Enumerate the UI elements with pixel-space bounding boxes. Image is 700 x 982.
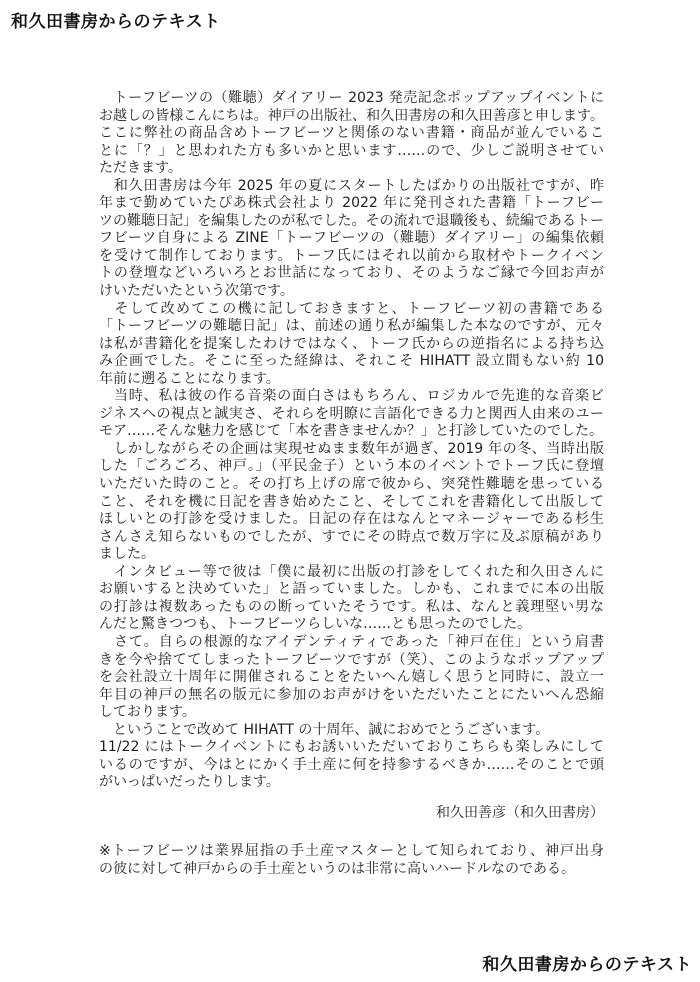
text-line: しかしながらその企画は実現せぬまま数年が過ぎ、2019 年の冬、当時出版 (99, 440, 604, 457)
text-line: 年目の神戸の無名の版元に参加のお声がけをいただいたことにたいへん恐縮 (99, 686, 604, 703)
letter-body (99, 90, 604, 879)
text-line: いただいた時のこと。その打ち上げの席で彼から、突発性難聴を患っている (99, 476, 604, 493)
text-line: インタビュー等で彼は「僕に最初に出版の打診をしてくれた和久田さんに (99, 563, 604, 580)
page-title: 和久田書房からのテキスト (11, 12, 221, 32)
footnote-line: ※トーフビーツは業界屈指の手土産マスターとして知られており、神戸出身 (99, 843, 604, 860)
text-line: 「トーフビーツの難聴日記」は、前述の通り私が編集した本なのですが、元々 (99, 318, 604, 335)
text-line: ツの難聴日記」を編集したのが私でした。その流れで退職後も、続編であるトー (99, 212, 604, 229)
text-line: ここに弊社の商品含めトーフビーツと関係のない書籍・商品が並んでいるこ (99, 125, 604, 142)
text-line: 当時、私は彼の作る音楽の面白さはもちろん、ロジカルで先進的な音楽ビ (99, 388, 604, 405)
text-line: 年前に遡ることになります。 (99, 370, 280, 387)
signature: 和久田善彦（和久田書房） (436, 804, 604, 821)
text-line: トの登壇などいろいろとお世話になっており、そのようなご縁で今回お声が (99, 265, 604, 282)
footnote (99, 843, 604, 878)
text-line: フビーツ自身による ZINE「トーフビーツの（難聴）ダイアリー」の編集依頼 (99, 230, 604, 247)
text-line: ました。 (99, 546, 155, 563)
text-line: こと、それを機に日記を書き始めたこと、そしてこれを書籍化して出版して (99, 493, 604, 510)
text-line: がいっぱいだったりします。 (99, 774, 280, 791)
text-line: モア……そんな魅力を感じて「本を書きませんか？」と打診していたのでした。 (99, 423, 603, 440)
text-line: 和久田書房は今年 2025 年の夏にスタートしたばかりの出版社ですが、昨 (99, 177, 604, 194)
text-line: しております。 (99, 704, 196, 721)
text-line: いるのですが、今はとにかく手土産に何を持参するべきか……そのことで頭 (99, 756, 604, 773)
text-line: さんさえ知らないものでしたが、すでにその時点で数万字に及ぶ原稿があり (99, 528, 604, 545)
footnote-line: の彼に対して神戸からの手土産というのは非常に高いハードルなのである。 (99, 860, 575, 877)
text-line: の打診は複数あったものの断っていたそうです。私は、なんと義理堅い男な (99, 598, 604, 615)
text-line: きを今や捨ててしまったトーフビーツですが（笑）、このようなポップアップ (99, 651, 604, 668)
text-line: した「ごろごろ、神戸。」（平民金子）という本のイベントでトーフ氏に登壇 (99, 458, 604, 475)
text-line: を受けて制作しております。トーフ氏にはそれ以前から取材やトークイベン (99, 247, 604, 264)
text-line: 年まで勤めていたぴあ株式会社より 2022 年に発刊された書籍「トーフビー (99, 195, 604, 212)
text-line: 11/22 にはトークイベントにもお誘いいただいておりこちらも楽しみにして (99, 739, 604, 756)
text-line: とに「？」と思われた方も多いかと思います……ので、少しご説明させてい (99, 142, 604, 159)
text-line: を会社設立十周年に開催されることをたいへん嬉しく思うと同時に、設立一 (99, 669, 604, 686)
text-line: ほしいとの打診を受けました。日記の存在はなんとマネージャーである杉生 (99, 511, 604, 528)
text-line: ということで改めて HIHATT の十周年、誠におめでとうございます。 (99, 721, 550, 738)
text-line: は私が書籍化を提案したわけではなく、トーフ氏からの逆指名による持ち込 (99, 335, 604, 352)
text-line: ジネスへの視点と誠実さ、それらを明瞭に言語化できる力と関西人由来のユー (99, 405, 604, 422)
text-line: そして改めてこの機に記しておきますと、トーフビーツ初の書籍である (99, 300, 604, 317)
text-line: けいただいたという次第です。 (99, 283, 294, 300)
text-line: さて。自らの根源的なアイデンティティであった「神戸在住」という肩書 (99, 633, 604, 650)
text-line: お越しの皆様こんにちは。神戸の出版社、和久田書房の和久田善彦と申します。 (99, 107, 604, 124)
text-line: み企画でした。そこに至った経緯は、それこそ HIHATT 設立間もない約 10 (99, 353, 604, 370)
text-line: お願いすると決めていた」と語っていました。しかも、これまでに本の出版 (99, 581, 604, 598)
text-line: トーフビーツの（難聴）ダイアリー 2023 発売記念ポップアップイベントに (99, 90, 604, 106)
text-line: ただきます。 (99, 160, 182, 177)
text-line: んだと驚きつつも、トーフビーツらしいな……とも思ったのでした。 (99, 616, 532, 633)
page-footer-title: 和久田書房からのテキスト (482, 955, 692, 975)
